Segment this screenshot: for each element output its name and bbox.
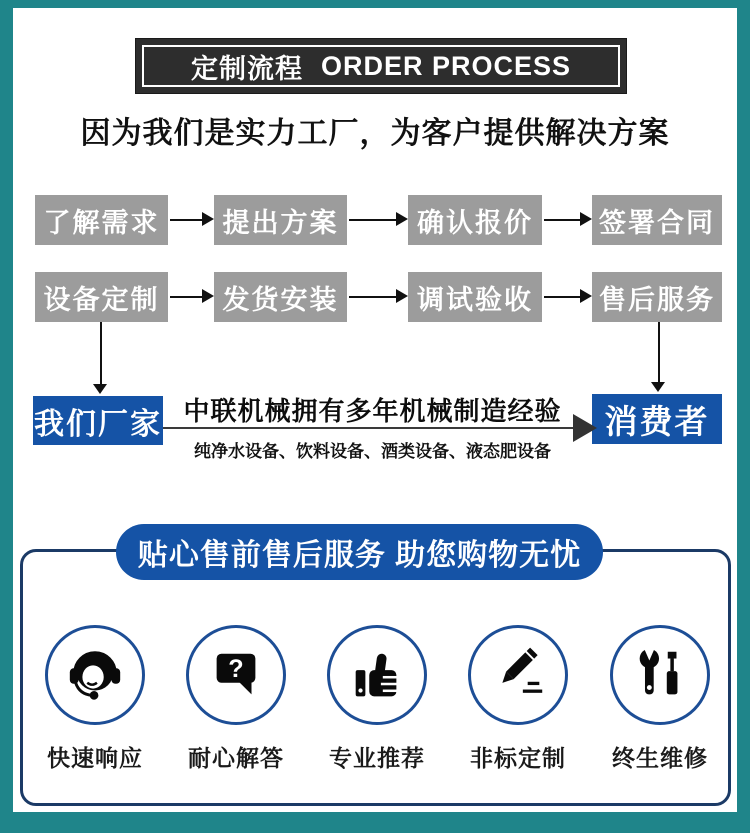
header-title-en: ORDER PROCESS	[320, 50, 572, 81]
service-icon-circle	[45, 625, 145, 725]
flow-step-sign-contract: 签署合同	[592, 195, 722, 245]
flow-step-ship-install: 发货安装	[214, 272, 347, 322]
thumbs-up-icon	[346, 644, 408, 706]
arrow-right-icon	[544, 219, 580, 221]
service-label: 专业推荐	[329, 745, 425, 771]
flow-step-equipment-custom: 设备定制	[35, 272, 168, 322]
flow-step-confirm-quote: 确认报价	[408, 195, 542, 245]
order-process-header-inner-border	[142, 45, 620, 87]
service-label: 终生维修	[612, 745, 708, 771]
arrow-down-icon	[658, 322, 660, 382]
service-icon-circle	[186, 625, 286, 725]
consumer-box: 消费者	[592, 394, 722, 444]
flow-step-debug-accept: 调试验收	[408, 272, 542, 322]
order-process-header	[135, 38, 627, 94]
bridge-subline: 纯净水设备、饮料设备、酒类设备、液态肥设备	[194, 442, 551, 461]
arrow-right-icon	[170, 296, 202, 298]
service-icon-circle	[468, 625, 568, 725]
service-label: 耐心解答	[188, 745, 284, 771]
service-icon-circle	[610, 625, 710, 725]
svg-text:?: ?	[228, 654, 244, 683]
arrow-right-icon	[349, 219, 396, 221]
bridge-headline: 中联机械拥有多年机械制造经验	[183, 396, 562, 426]
pencil-icon	[487, 644, 549, 706]
subtitle: 因为我们是实力工厂，为客户提供解决方案	[80, 117, 670, 150]
flow-step-after-sales: 售后服务	[592, 272, 722, 322]
header-title-cn: 定制流程	[190, 53, 303, 84]
tools-icon	[629, 644, 691, 706]
service-label: 快速响应	[47, 745, 143, 771]
flow-step-propose-plan: 提出方案	[214, 195, 347, 245]
service-label: 非标定制	[470, 745, 566, 771]
question-bubble-icon	[205, 644, 267, 706]
headset-icon	[64, 644, 126, 706]
services-header-pill: 贴心售前售后服务 助您购物无忧	[116, 524, 603, 580]
flow-step-understand-needs: 了解需求	[35, 195, 168, 245]
arrow-right-icon	[544, 296, 580, 298]
factory-box: 我们厂家	[33, 396, 163, 445]
arrow-down-icon	[100, 322, 102, 384]
arrow-right-icon	[170, 219, 202, 221]
arrow-right-icon	[349, 296, 396, 298]
bridge-arrow-right-icon	[163, 427, 573, 429]
service-icon-circle	[327, 625, 427, 725]
